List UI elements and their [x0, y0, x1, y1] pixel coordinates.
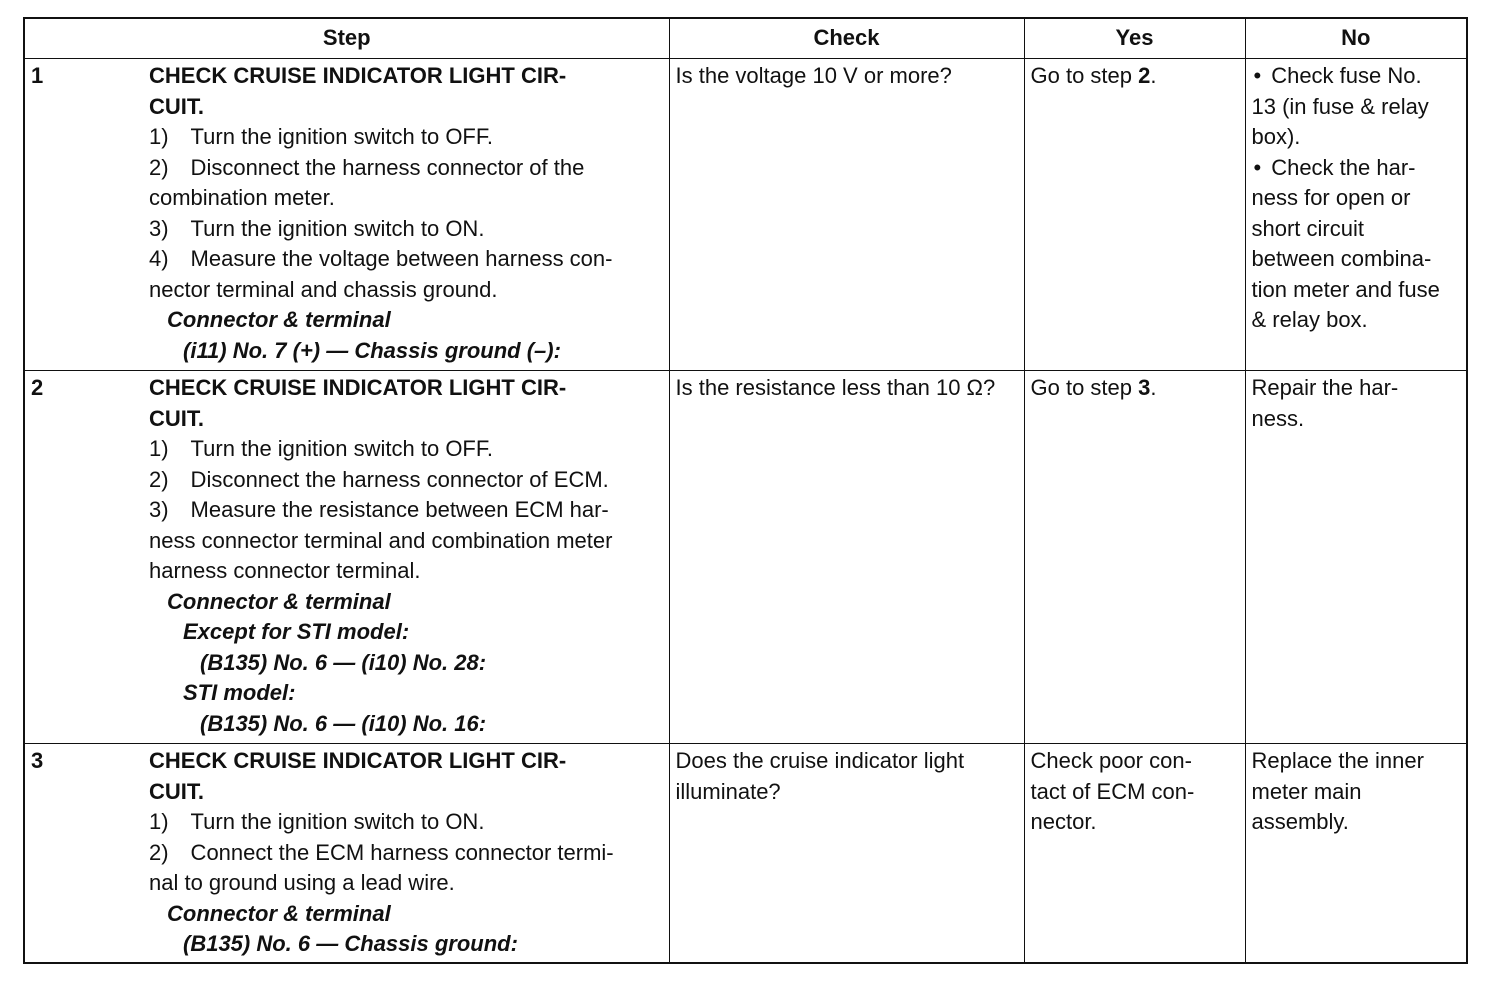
step-title: CHECK CRUISE INDICATOR LIGHT CIR- [149, 375, 567, 400]
step-cell [24, 59, 669, 371]
no-text-cont: meter main [1251, 778, 1362, 804]
check-text-cont: illuminate? [675, 778, 781, 804]
connector-terminal-line: (B135) No. 6 — (i10) No. 28: [200, 649, 487, 675]
no-text-cont: ness. [1251, 405, 1305, 431]
no-cell [1245, 59, 1467, 371]
check-cell [669, 744, 1024, 963]
instruction-line: 2) Disconnect the harness connector of the [149, 154, 585, 180]
diagnostic-table [23, 17, 1468, 964]
connector-terminal-label: Connector & terminal [167, 900, 391, 926]
yes-cell [1024, 744, 1245, 963]
instruction-line: 2) Connect the ECM harness connector termi- [149, 839, 614, 865]
no-cell [1245, 744, 1467, 963]
step-title-cont: CUIT. [149, 93, 204, 119]
instruction-line: nal to ground using a lead wire. [149, 870, 455, 895]
instruction-line: 1) Turn the ignition switch to ON. [149, 809, 485, 834]
instruction-line: 3) Turn the ignition switch to ON. [149, 215, 485, 241]
instruction-line: combination meter. [149, 185, 335, 210]
no-text: Repair the har- [1251, 375, 1399, 400]
table-row [24, 744, 1467, 963]
yes-text: Check poor con- [1030, 748, 1192, 773]
instruction-line: 1) Turn the ignition switch to OFF. [149, 124, 493, 149]
step-cell [24, 744, 669, 963]
header-yes: Yes [1024, 18, 1245, 59]
check-text: Does the cruise indicator light [675, 748, 965, 773]
yes-suffix: . [1150, 63, 1157, 88]
step-title-cont: CUIT. [149, 405, 204, 431]
step-cell [24, 371, 669, 744]
yes-suffix: . [1150, 375, 1157, 400]
yes-step-ref: 2 [1138, 63, 1151, 88]
connector-terminal-sub: STI model: [183, 680, 296, 705]
yes-prefix: Go to step [1030, 375, 1139, 400]
check-text: Is the resistance less than 10 Ω? [675, 375, 996, 400]
instruction-line: 2) Disconnect the harness connector of ECM. [149, 466, 609, 492]
yes-prefix: Go to step [1030, 63, 1139, 88]
yes-text-cont: tact of ECM con- [1030, 778, 1195, 804]
no-item: • Check fuse No. 13 (in fuse & relay box). [1252, 61, 1463, 153]
connector-terminal-label: Connector & terminal [167, 588, 391, 614]
connector-terminal-line: (B135) No. 6 — Chassis ground: [183, 931, 518, 956]
no-cell [1245, 371, 1467, 744]
yes-text-cont: nector. [1030, 809, 1097, 834]
yes-step-ref: 3 [1138, 375, 1151, 400]
instruction-line: harness connector terminal. [149, 558, 421, 583]
connector-terminal-label: Connector & terminal [167, 307, 391, 332]
header-row [24, 18, 1467, 59]
instruction-line: ness connector terminal and combination meter [149, 527, 613, 553]
yes-cell [1024, 371, 1245, 744]
step-title: CHECK CRUISE INDICATOR LIGHT CIR- [149, 63, 567, 88]
table-row [24, 59, 1467, 371]
step-number: 1 [31, 63, 44, 88]
header-check: Check [669, 18, 1024, 59]
connector-terminal-sub: Except for STI model: [183, 619, 410, 644]
header-step: Step [24, 18, 669, 59]
step-title: CHECK CRUISE INDICATOR LIGHT CIR- [149, 748, 567, 773]
header-no: No [1245, 18, 1467, 59]
check-text: Is the voltage 10 V or more? [675, 63, 952, 88]
instruction-line: 1) Turn the ignition switch to OFF. [149, 436, 493, 461]
check-cell [669, 371, 1024, 744]
instruction-line: 3) Measure the resistance between ECM har- [149, 497, 609, 522]
instruction-line: nector terminal and chassis ground. [149, 276, 498, 302]
step-number: 3 [31, 748, 44, 773]
table-row [24, 371, 1467, 744]
connector-terminal-line: (i11) No. 7 (+) — Chassis ground (–): [183, 337, 561, 363]
no-text-cont: assembly. [1251, 809, 1349, 834]
step-title-cont: CUIT. [149, 778, 204, 804]
yes-cell [1024, 59, 1245, 371]
check-cell [669, 59, 1024, 371]
connector-terminal-line: (B135) No. 6 — (i10) No. 16: [200, 710, 487, 736]
instruction-line: 4) Measure the voltage between harness con- [149, 246, 613, 271]
no-text: Replace the inner [1251, 748, 1424, 773]
step-number: 2 [31, 375, 44, 400]
no-item: • Check the har- ness for open or short circuit between combina- tion meter and fuse & relay box. [1252, 153, 1463, 336]
